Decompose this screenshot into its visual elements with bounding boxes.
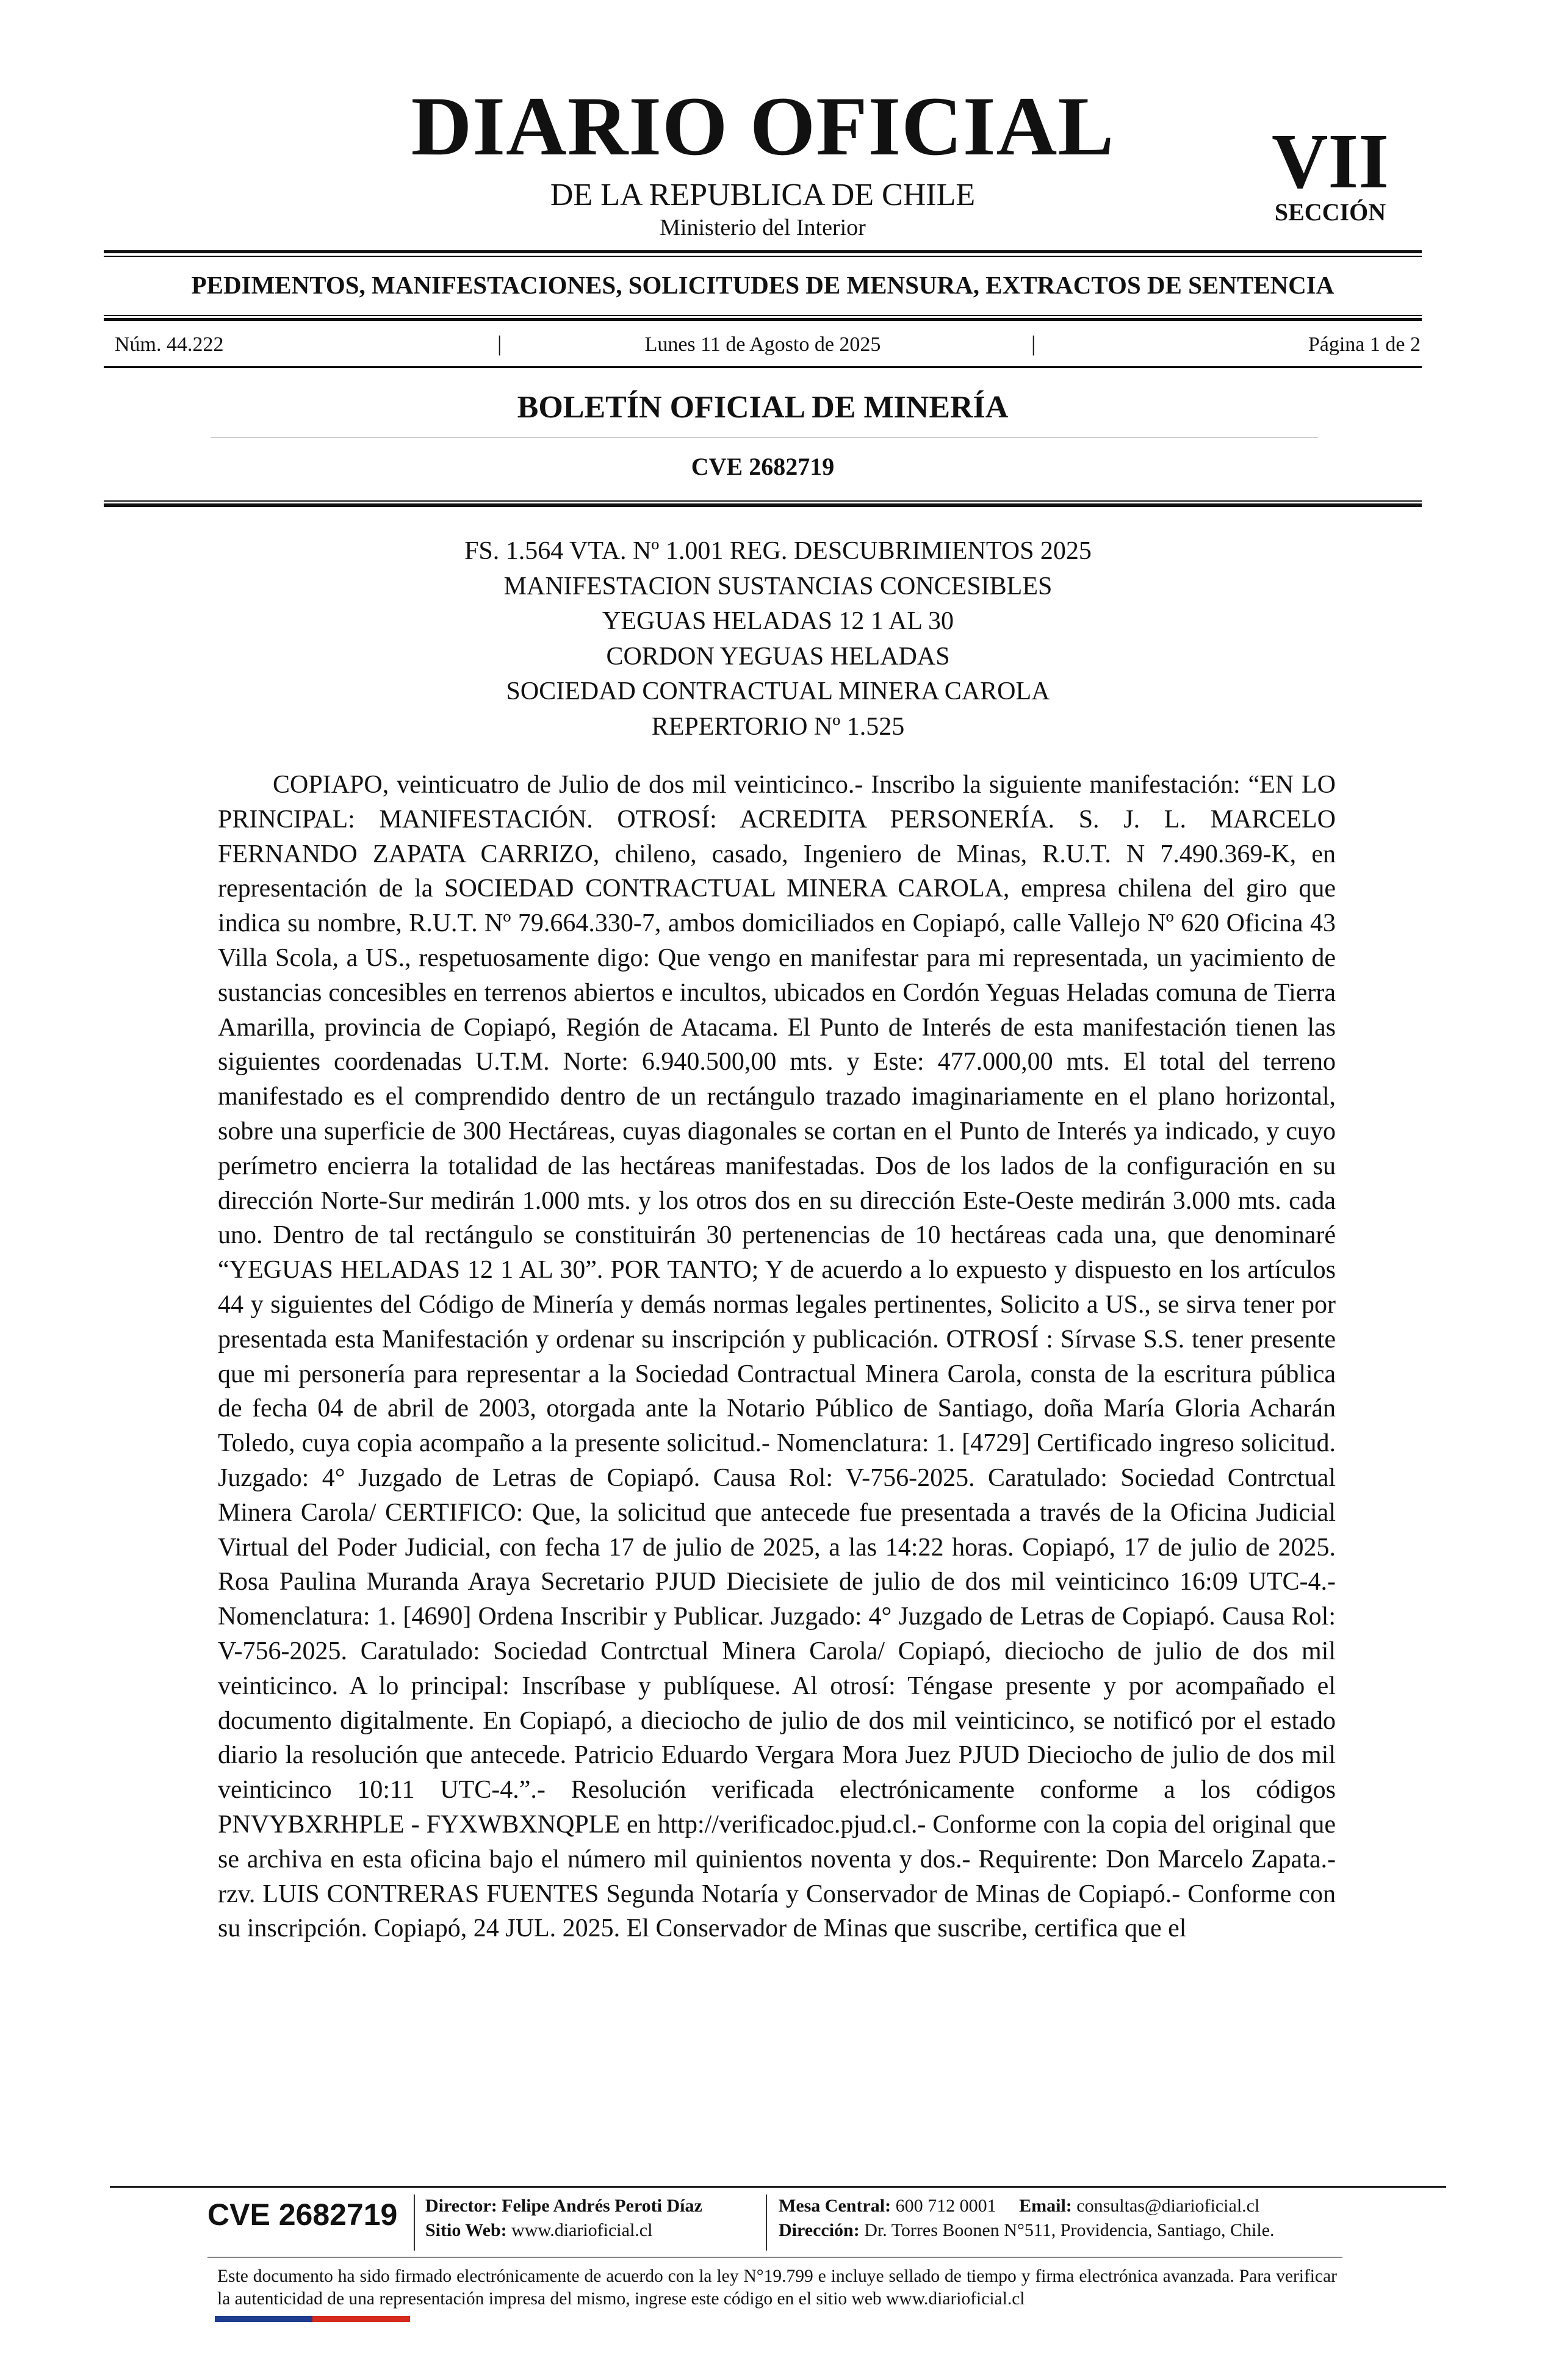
section-label: SECCIÓN <box>1274 198 1386 226</box>
footer-phone-value: 600 712 0001 <box>895 2196 996 2216</box>
masthead-rule-thin <box>104 256 1422 257</box>
footer-address <box>779 2221 1275 2240</box>
category-rule-thin <box>104 315 1422 316</box>
issue-number: Núm. 44.222 <box>115 333 224 356</box>
footer-email-label: Email: <box>1019 2196 1072 2216</box>
masthead-subtitle: DE LA REPUBLICA DE CHILE <box>550 178 976 212</box>
document-heading <box>0 534 1556 745</box>
heading-line: YEGUAS HELADAS 12 1 AL 30 <box>602 607 954 635</box>
footer-director <box>425 2197 702 2215</box>
issue-separator: | <box>1031 331 1036 356</box>
cve-code: CVE 2682719 <box>691 453 835 480</box>
flag-stripe-red <box>312 2316 410 2322</box>
footer-cve: CVE 2682719 <box>207 2198 398 2232</box>
category-title: PEDIMENTOS, MANIFESTACIONES, SOLICITUDES DE MENSURA, EXTRACTOS DE SENTENCIA <box>191 271 1334 299</box>
heading-line: SOCIEDAD CONTRACTUAL MINERA CAROLA <box>506 677 1050 705</box>
heading-line: REPERTORIO Nº 1.525 <box>651 712 905 741</box>
heading-line: MANIFESTACION SUSTANCIAS CONCESIBLES <box>503 572 1053 600</box>
header-bottom-rule-thin <box>104 500 1422 502</box>
footer-website-link[interactable]: www.diarioficial.cl <box>511 2220 653 2240</box>
footer-rule <box>110 2186 1446 2188</box>
footer-bottom-rule <box>207 2257 1342 2258</box>
footer-contact <box>779 2197 1259 2215</box>
footer-email-link[interactable]: consultas@diarioficial.cl <box>1076 2196 1260 2216</box>
heading-line: CORDON YEGUAS HELADAS <box>606 642 950 671</box>
footer-signature-note: Este documento ha sido firmado electrónicamente de acuerdo con la ley N°19.799 e incluye sellado de tiempo y firma electrónica avanzada. Para verificar la autenticidad de una representación impresa del mismo, ingrese este código en el sitio web www.diarioficial.cl <box>217 2266 1337 2309</box>
bulletin-title: BOLETÍN OFICIAL DE MINERÍA <box>517 390 1009 425</box>
document-body: COPIAPO, veinticuatro de Julio de dos mil veinticinco.- Inscribo la siguiente manifestación: “EN LO PRINCIPAL: MANIFESTACIÓN. OTROSÍ: ACREDITA PERSONERÍA. S. J. L. MARCELO FERNANDO ZAPATA CARRIZO, chileno, casado, Ingeniero de Minas, R.U.T. N 7.490.369-K, en representación de la SOCIEDAD CONTRACTUAL MINERA CAROLA, empresa chilena del giro que indica su nombre, R.U.T. Nº 79.664.330-7, ambos domiciliados en Copiapó, calle Vallejo Nº 620 Oficina 43 Villa Scola, a US., respetuosamente digo: Que vengo en manifestar para mi representada, un yacimiento de sustancias concesibles en terrenos abiertos e incultos, ubicados en Cordón Yeguas Heladas comuna de Tierra Amarilla, provincia de Copiapó, Región de Atacama. El Punto de Interés de esta manifestación tienen las siguientes coordenadas U.T.M. Norte: 6.940.500,00 mts. y Este: 477.000,00 mts. El total del terreno manifestado es el comprendido dentro de un rectángulo trazado imaginariamente en el plano horizontal, sobre una superficie de 300 Hectáreas, cuyas diagonales se cortan en el Punto de Interés ya indicado, y cuyo perímetro encierra la totalidad de las hectáreas manifestadas. Dos de los lados de la configuración en su dirección Norte-Sur medirán 1.000 mts. y los otros dos en su dirección Este-Oeste medirán 3.000 mts. cada uno. Dentro de tal rectángulo se constituirán 30 pertenencias de 10 hectáreas cada una, que denominaré “YEGUAS HELADAS 12 1 AL 30”. POR TANTO; Y de acuerdo a lo expuesto y dispuesto en los artículos 44 y siguientes del Código de Minería y demás normas legales pertinentes, Solicito a US., se sirva tener por presentada esta Manifestación y ordenar su inscripción y publicación. OTROSÍ : Sírvase S.S. tener presente que mi personería para representar a la Sociedad Contractual Minera Carola, consta de la escritura pública de fecha 04 de abril de 2003, otorgada ante la Notario Público de Santiago, doña María Gloria Acharán Toledo, cuya copia acompaño a la presente solicitud.- Nomenclatura: 1. [4729] Certificado ingreso solicitud. Juzgado: 4° Juzgado de Letras de Copiapó. Causa Rol: V-756-2025. Caratulado: Sociedad Contrctual Minera Carola/ CERTIFICO: Que, la solicitud que antecede fue presentada a través de la Oficina Judicial Virtual del Poder Judicial, con fecha 17 de julio de 2025, a las 14:22 horas. Copiapó, 17 de julio de 2025. Rosa Paulina Muranda Araya Secretario PJUD Diecisiete de julio de dos mil veinticinco 16:09 UTC-4.- Nomenclatura: 1. [4690] Ordena Inscribir y Publicar. Juzgado: 4° Juzgado de Letras de Copiapó. Causa Rol: V-756-2025. Caratulado: Sociedad Contrctual Minera Carola/ Copiapó, dieciocho de julio de dos mil veinticinco. A lo principal: Inscríbase y publíquese. Al otrosí: Téngase presente y por acompañado el documento digitalmente. En Copiapó, a dieciocho de julio de dos mil veinticinco, se notificó por el estado diario la resolución que antecede. Patricio Eduardo Vergara Mora Juez PJUD Dieciocho de julio de dos mil veinticinco 10:11 UTC-4.”.- Resolución verificada electrónicamente conforme a los códigos PNVYBXRHPLE - FYXWBXNQPLE en http://verificadoc.pjud.cl.- Conforme con la copia del original que se archiva en esta oficina bajo el número mil quinientos noventa y dos.- Requirente: Don Marcelo Zapata.- rzv. LUIS CONTRERAS FUENTES Segunda Notaría y Conservador de Minas de Copiapó.- Conforme con su inscripción. Copiapó, 24 JUL. 2025. El Conservador de Minas que suscribe, certifica que el <box>218 771 1336 1943</box>
footer-divider <box>766 2194 767 2251</box>
issue-separator: | <box>497 331 502 356</box>
footer-address-label: Dirección: <box>779 2220 860 2240</box>
masthead-rule-thick <box>104 250 1422 253</box>
issue-page: Página 1 de 2 <box>1308 333 1421 356</box>
category-rule-thick <box>104 318 1422 321</box>
section-numeral: VII <box>1271 118 1389 204</box>
footer-phone-label: Mesa Central: <box>779 2196 891 2216</box>
footer-director-value: Felipe Andrés Peroti Díaz <box>502 2196 702 2216</box>
heading-line: FS. 1.564 VTA. Nº 1.001 REG. DESCUBRIMIENTOS 2025 <box>464 537 1092 565</box>
bulletin-rule <box>211 437 1318 438</box>
footer-website-label: Sitio Web: <box>425 2220 507 2240</box>
footer-website <box>425 2221 652 2240</box>
masthead-ministry: Ministerio del Interior <box>660 215 866 240</box>
footer-address-value: Dr. Torres Boonen N°511, Providencia, Santiago, Chile. <box>864 2220 1275 2240</box>
flag-stripe-blue <box>215 2316 312 2322</box>
issue-rule <box>104 366 1422 368</box>
footer-divider <box>414 2194 415 2251</box>
issue-date: Lunes 11 de Agosto de 2025 <box>644 333 881 356</box>
header-bottom-rule-thick <box>104 503 1422 507</box>
masthead-title: DIARIO OFICIAL <box>411 79 1115 173</box>
footer-director-label: Director: <box>425 2196 497 2216</box>
